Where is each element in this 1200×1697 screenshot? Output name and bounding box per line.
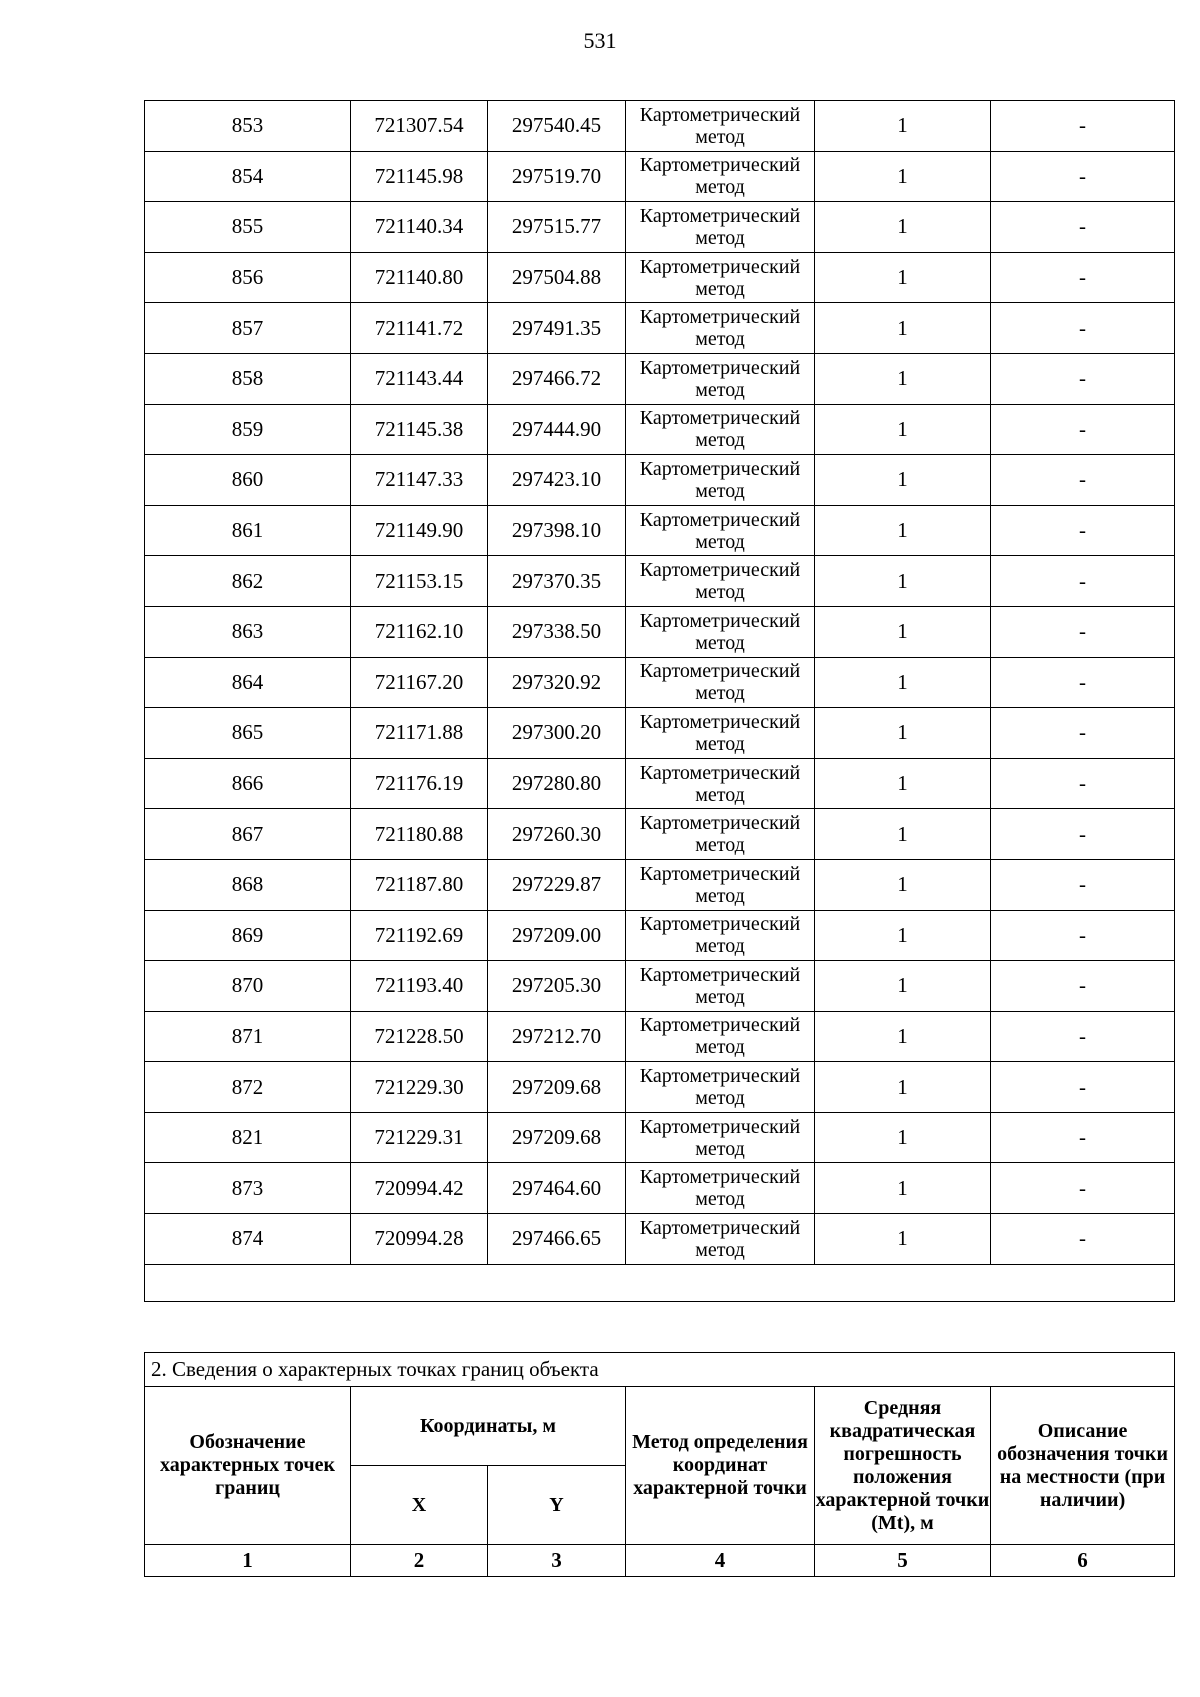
header-point: Обозначение характерных точек границ <box>145 1387 351 1545</box>
method-cell: Картометрический метод <box>626 809 815 860</box>
y-coordinate-cell: 297209.68 <box>488 1112 626 1163</box>
x-coordinate-cell: 721180.88 <box>351 809 488 860</box>
table-row <box>145 961 1175 1012</box>
x-coordinate-cell: 721193.40 <box>351 961 488 1012</box>
table-row <box>145 708 1175 759</box>
description-cell: - <box>991 910 1175 961</box>
method-cell: Картометрический метод <box>626 353 815 404</box>
table-row <box>145 859 1175 910</box>
header-y: Y <box>488 1466 626 1545</box>
mt-cell: 1 <box>815 1163 991 1214</box>
table-row <box>145 1214 1175 1265</box>
point-cell: 864 <box>145 657 351 708</box>
point-cell: 863 <box>145 606 351 657</box>
point-cell: 821 <box>145 1112 351 1163</box>
column-number: 6 <box>991 1545 1175 1577</box>
point-cell: 854 <box>145 151 351 202</box>
y-coordinate-cell: 297398.10 <box>488 505 626 556</box>
x-coordinate-cell: 721162.10 <box>351 606 488 657</box>
x-coordinate-cell: 720994.28 <box>351 1214 488 1265</box>
method-cell: Картометрический метод <box>626 252 815 303</box>
mt-cell: 1 <box>815 657 991 708</box>
method-cell: Картометрический метод <box>626 657 815 708</box>
y-coordinate-cell: 297540.45 <box>488 101 626 152</box>
header-description: Описание обозначения точки на местности (при наличии) <box>991 1387 1175 1545</box>
method-cell: Картометрический метод <box>626 505 815 556</box>
table-row <box>145 758 1175 809</box>
method-cell: Картометрический метод <box>626 758 815 809</box>
point-cell: 865 <box>145 708 351 759</box>
method-cell: Картометрический метод <box>626 151 815 202</box>
page-number: 531 <box>583 28 617 53</box>
point-cell: 866 <box>145 758 351 809</box>
y-coordinate-cell: 297370.35 <box>488 556 626 607</box>
table-row <box>145 606 1175 657</box>
point-cell: 872 <box>145 1062 351 1113</box>
table-row <box>145 151 1175 202</box>
point-cell: 861 <box>145 505 351 556</box>
point-cell: 873 <box>145 1163 351 1214</box>
empty-row <box>145 1264 1175 1301</box>
x-coordinate-cell: 721140.80 <box>351 252 488 303</box>
table-row <box>145 455 1175 506</box>
point-cell: 862 <box>145 556 351 607</box>
method-cell: Картометрический метод <box>626 910 815 961</box>
table-row <box>145 505 1175 556</box>
y-coordinate-cell: 297229.87 <box>488 859 626 910</box>
method-cell: Картометрический метод <box>626 1214 815 1265</box>
point-cell: 859 <box>145 404 351 455</box>
mt-cell: 1 <box>815 961 991 1012</box>
point-cell: 874 <box>145 1214 351 1265</box>
section-2-header-table <box>144 1352 1175 1577</box>
mt-cell: 1 <box>815 859 991 910</box>
column-number: 4 <box>626 1545 815 1577</box>
table-row <box>145 556 1175 607</box>
method-cell: Картометрический метод <box>626 1112 815 1163</box>
method-cell: Картометрический метод <box>626 859 815 910</box>
y-coordinate-cell: 297209.00 <box>488 910 626 961</box>
table-row <box>145 1112 1175 1163</box>
method-cell: Картометрический метод <box>626 708 815 759</box>
x-coordinate-cell: 721176.19 <box>351 758 488 809</box>
y-coordinate-cell: 297466.72 <box>488 353 626 404</box>
method-cell: Картометрический метод <box>626 303 815 354</box>
x-coordinate-cell: 721140.34 <box>351 202 488 253</box>
description-cell: - <box>991 101 1175 152</box>
x-coordinate-cell: 720994.42 <box>351 1163 488 1214</box>
y-coordinate-cell: 297338.50 <box>488 606 626 657</box>
y-coordinate-cell: 297280.80 <box>488 758 626 809</box>
table-row <box>145 303 1175 354</box>
mt-cell: 1 <box>815 1062 991 1113</box>
mt-cell: 1 <box>815 202 991 253</box>
x-coordinate-cell: 721141.72 <box>351 303 488 354</box>
header-mt: Средняя квадратическая погрешность положения характерной точки (Mt), м <box>815 1387 991 1545</box>
table-row <box>145 101 1175 152</box>
mt-cell: 1 <box>815 1112 991 1163</box>
mt-cell: 1 <box>815 101 991 152</box>
method-cell: Картометрический метод <box>626 101 815 152</box>
description-cell: - <box>991 961 1175 1012</box>
description-cell: - <box>991 505 1175 556</box>
y-coordinate-cell: 297466.65 <box>488 1214 626 1265</box>
point-cell: 867 <box>145 809 351 860</box>
description-cell: - <box>991 606 1175 657</box>
description-cell: - <box>991 353 1175 404</box>
point-cell: 858 <box>145 353 351 404</box>
column-number: 1 <box>145 1545 351 1577</box>
points-table <box>144 100 1175 1302</box>
point-cell: 853 <box>145 101 351 152</box>
description-cell: - <box>991 859 1175 910</box>
table-row <box>145 252 1175 303</box>
mt-cell: 1 <box>815 505 991 556</box>
y-coordinate-cell: 297205.30 <box>488 961 626 1012</box>
table-row <box>145 1062 1175 1113</box>
method-cell: Картометрический метод <box>626 455 815 506</box>
x-coordinate-cell: 721147.33 <box>351 455 488 506</box>
x-coordinate-cell: 721145.38 <box>351 404 488 455</box>
x-coordinate-cell: 721153.15 <box>351 556 488 607</box>
y-coordinate-cell: 297491.35 <box>488 303 626 354</box>
description-cell: - <box>991 1214 1175 1265</box>
point-cell: 868 <box>145 859 351 910</box>
x-coordinate-cell: 721307.54 <box>351 101 488 152</box>
points-table-body <box>145 101 1175 1265</box>
y-coordinate-cell: 297464.60 <box>488 1163 626 1214</box>
y-coordinate-cell: 297260.30 <box>488 809 626 860</box>
mt-cell: 1 <box>815 404 991 455</box>
table-row <box>145 202 1175 253</box>
mt-cell: 1 <box>815 1011 991 1062</box>
table-row <box>145 910 1175 961</box>
x-coordinate-cell: 721143.44 <box>351 353 488 404</box>
method-cell: Картометрический метод <box>626 1062 815 1113</box>
point-cell: 857 <box>145 303 351 354</box>
method-cell: Картометрический метод <box>626 556 815 607</box>
x-coordinate-cell: 721171.88 <box>351 708 488 759</box>
point-cell: 869 <box>145 910 351 961</box>
table-row <box>145 809 1175 860</box>
table-row <box>145 1163 1175 1214</box>
point-cell: 860 <box>145 455 351 506</box>
y-coordinate-cell: 297515.77 <box>488 202 626 253</box>
header-x: X <box>351 1466 488 1545</box>
description-cell: - <box>991 1112 1175 1163</box>
description-cell: - <box>991 809 1175 860</box>
method-cell: Картометрический метод <box>626 1163 815 1214</box>
method-cell: Картометрический метод <box>626 606 815 657</box>
description-cell: - <box>991 455 1175 506</box>
table-row <box>145 657 1175 708</box>
description-cell: - <box>991 404 1175 455</box>
mt-cell: 1 <box>815 556 991 607</box>
x-coordinate-cell: 721229.31 <box>351 1112 488 1163</box>
table-row <box>145 353 1175 404</box>
point-cell: 855 <box>145 202 351 253</box>
section-title: 2. Сведения о характерных точках границ объекта <box>145 1353 1175 1387</box>
mt-cell: 1 <box>815 708 991 759</box>
description-cell: - <box>991 202 1175 253</box>
mt-cell: 1 <box>815 809 991 860</box>
description-cell: - <box>991 303 1175 354</box>
description-cell: - <box>991 556 1175 607</box>
description-cell: - <box>991 657 1175 708</box>
description-cell: - <box>991 252 1175 303</box>
x-coordinate-cell: 721229.30 <box>351 1062 488 1113</box>
table-row <box>145 404 1175 455</box>
mt-cell: 1 <box>815 252 991 303</box>
y-coordinate-cell: 297320.92 <box>488 657 626 708</box>
method-cell: Картометрический метод <box>626 1011 815 1062</box>
point-cell: 856 <box>145 252 351 303</box>
column-number: 2 <box>351 1545 488 1577</box>
mt-cell: 1 <box>815 455 991 506</box>
column-number: 5 <box>815 1545 991 1577</box>
y-coordinate-cell: 297504.88 <box>488 252 626 303</box>
x-coordinate-cell: 721167.20 <box>351 657 488 708</box>
method-cell: Картометрический метод <box>626 404 815 455</box>
mt-cell: 1 <box>815 303 991 354</box>
x-coordinate-cell: 721228.50 <box>351 1011 488 1062</box>
mt-cell: 1 <box>815 758 991 809</box>
y-coordinate-cell: 297444.90 <box>488 404 626 455</box>
x-coordinate-cell: 721145.98 <box>351 151 488 202</box>
description-cell: - <box>991 1163 1175 1214</box>
x-coordinate-cell: 721149.90 <box>351 505 488 556</box>
y-coordinate-cell: 297300.20 <box>488 708 626 759</box>
mt-cell: 1 <box>815 606 991 657</box>
mt-cell: 1 <box>815 910 991 961</box>
y-coordinate-cell: 297212.70 <box>488 1011 626 1062</box>
y-coordinate-cell: 297209.68 <box>488 1062 626 1113</box>
y-coordinate-cell: 297423.10 <box>488 455 626 506</box>
header-method: Метод определения координат характерной точки <box>626 1387 815 1545</box>
column-number: 3 <box>488 1545 626 1577</box>
y-coordinate-cell: 297519.70 <box>488 151 626 202</box>
point-cell: 871 <box>145 1011 351 1062</box>
description-cell: - <box>991 1011 1175 1062</box>
method-cell: Картометрический метод <box>626 961 815 1012</box>
description-cell: - <box>991 1062 1175 1113</box>
method-cell: Картометрический метод <box>626 202 815 253</box>
mt-cell: 1 <box>815 353 991 404</box>
table-row <box>145 1011 1175 1062</box>
x-coordinate-cell: 721192.69 <box>351 910 488 961</box>
mt-cell: 1 <box>815 151 991 202</box>
description-cell: - <box>991 758 1175 809</box>
description-cell: - <box>991 151 1175 202</box>
point-cell: 870 <box>145 961 351 1012</box>
mt-cell: 1 <box>815 1214 991 1265</box>
header-coordinates: Координаты, м <box>351 1387 626 1466</box>
description-cell: - <box>991 708 1175 759</box>
x-coordinate-cell: 721187.80 <box>351 859 488 910</box>
